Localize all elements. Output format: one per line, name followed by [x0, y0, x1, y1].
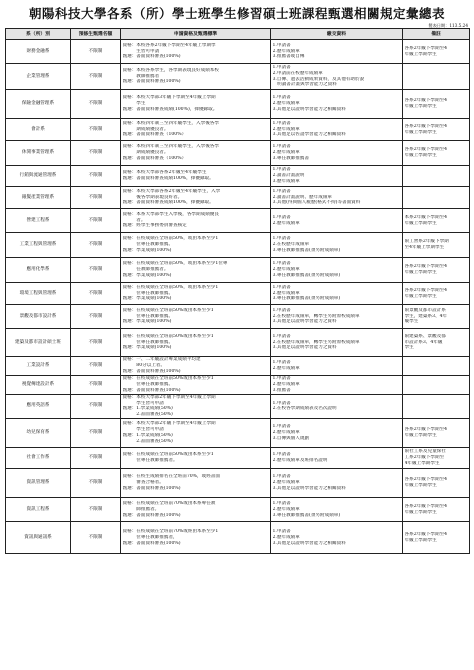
notes-cell	[403, 357, 470, 376]
criteria-line: 甄選：學業成績(100%)	[122, 345, 172, 351]
note-line: 年級上學期學生	[404, 433, 437, 439]
note-line: 4年級上學期學生	[404, 461, 440, 467]
criteria-line: 資格：在校成績在全班前70%或由本系專任教	[122, 500, 216, 506]
criteria-cell	[121, 522, 271, 554]
criteria-line: 位專任教師推薦。	[122, 313, 174, 319]
docs-cell	[271, 64, 403, 90]
dept-cell: 銀髮產業管理系	[6, 187, 71, 209]
criteria-line: 甄選：1.學業成績(50%)	[122, 433, 173, 439]
criteria-cell	[121, 258, 271, 283]
docs-line: 2.歷年成績單	[272, 267, 300, 273]
dept-cell: 資訊工程系	[6, 498, 71, 522]
criteria-line: 甄選：學業成績(100%)	[122, 247, 172, 253]
limit-cell: 不限制	[71, 283, 121, 305]
dept-cell: 保險金融管理系	[6, 90, 71, 119]
dept-cell: 行銷與流通管理系	[6, 166, 71, 187]
table-row	[6, 357, 470, 376]
note-line: 各系2年級下學期至4	[404, 264, 448, 270]
dept-cell: 工業工程與管理系	[6, 233, 71, 258]
docs-line: 1.申請書	[272, 500, 291, 506]
note-line: 年級上學期學生	[404, 293, 437, 299]
docs-line: 1.申請書	[272, 333, 291, 339]
criteria-line: 甄選：書面資料審查成績100%，擇優錄取。	[122, 200, 214, 206]
note-line: 各系2年級下學期至4	[404, 503, 448, 509]
criteria-line: 甄選：書面資料審查(100%)	[122, 486, 181, 492]
criteria-line: 資格：本校四年制三至四年級學生，入學後各學	[122, 120, 219, 126]
docs-line: 1.申請書	[272, 42, 291, 48]
docs-line: 2.在校歷年成績單，轉學生另附原校成績單	[272, 339, 360, 345]
criteria-line: 甄選：書面資料審查成績100%，擇優錄取。	[122, 176, 214, 181]
limit-cell: 不限制	[71, 498, 121, 522]
docs-cell	[271, 119, 403, 141]
docs-line: 1.申請書	[272, 261, 291, 267]
criteria-line: 甄選：書面資料審查成績(100%)，擇優錄取。	[122, 106, 218, 112]
docs-line: 1.申請書	[272, 359, 291, 365]
docs-line: 2.在校歷年成績單，轉學生另附原校成績單	[272, 313, 360, 319]
limit-cell: 不限制	[71, 394, 121, 419]
criteria-line: 位專任教師推薦。	[122, 381, 174, 387]
criteria-cell	[121, 329, 271, 357]
table-row	[6, 187, 470, 209]
note-line: 年級上學期學生	[404, 129, 437, 135]
note-line: 各系2年級下學期至4	[404, 427, 448, 433]
notes-cell	[403, 469, 470, 498]
note-line: 級學生	[404, 319, 419, 325]
table-body	[6, 40, 470, 554]
limit-cell: 不限制	[71, 187, 121, 209]
limit-cell: 不限制	[71, 40, 121, 64]
dept-cell: 企業管理系	[6, 64, 71, 90]
criteria-line: 期成績優良者。	[122, 150, 169, 156]
dept-cell: 視覺傳達設計系	[6, 375, 71, 394]
criteria-line: 甄選：書面資料審查(100%)	[122, 79, 181, 85]
criteria-line: 位專任教師推薦。	[122, 290, 174, 296]
docs-line: 3.專任教師推薦書(須另附成績單)	[272, 247, 341, 253]
criteria-cell	[121, 375, 271, 394]
criteria-line: 甄選：學業成績(100%)	[122, 272, 172, 278]
notes-cell	[403, 498, 470, 522]
docs-line: 3.其他足以證明學習能力之相關資料	[272, 106, 346, 112]
docs-cell	[271, 209, 403, 233]
docs-line: 1.申請書	[272, 375, 291, 381]
note-line: 學生	[404, 345, 414, 351]
note-line: 年級上學期學生	[404, 270, 437, 275]
limit-cell: 不限制	[71, 119, 121, 141]
docs-line: 3.其他足以證明學習能力之資料	[272, 345, 337, 351]
criteria-line: 資格：在校成績在全班前50%，或由本系至少1	[122, 236, 219, 242]
notes-cell	[403, 522, 470, 554]
docs-line: 3.其他足以佐證學習能力之相關資料	[272, 132, 346, 138]
docs-line: 3.其他足以證明學習能力之資料	[272, 319, 337, 325]
docs-cell	[271, 90, 403, 119]
docs-line: 2.讀書計畫說明	[272, 173, 305, 179]
criteria-cell	[121, 187, 271, 209]
limit-cell: 不限制	[71, 329, 121, 357]
table-row	[6, 419, 470, 448]
docs-line: 1.申請書	[272, 64, 291, 70]
note-line: 各系2年級下學期至4	[404, 531, 448, 537]
column-header-notes: 備註	[403, 29, 470, 40]
docs-line: 1.申請書	[272, 307, 291, 313]
dept-cell: 工業設計系	[6, 357, 71, 376]
note-line: 工系2年級下學期至	[404, 455, 445, 461]
docs-line: 3.專任教師推薦書	[272, 155, 310, 161]
note-line: 本系2年級下學期至4	[404, 214, 448, 220]
note-line: 限建築系、景觀及都	[404, 333, 446, 339]
criteria-line: 甄選：學業成績(100%)	[122, 296, 172, 302]
criteria-cell	[121, 283, 271, 305]
note-line: 年級上學期學生	[404, 509, 437, 515]
table-row	[6, 329, 470, 357]
note-line: 年級上學期學生	[404, 104, 437, 109]
note-line: 學生，建築系3、4年	[404, 313, 448, 319]
docs-line: 3.其他足以證明學習能力之相關資料	[272, 540, 346, 546]
criteria-line: 資格：在校生成績排名在全班前70%，或經書面	[122, 474, 220, 480]
notes-cell	[403, 209, 470, 233]
table-row	[6, 141, 470, 166]
criteria-line: 位專任教師推薦者，	[122, 534, 178, 540]
criteria-cell	[121, 166, 271, 187]
table-row	[6, 498, 470, 522]
criteria-line: 資格：本校各系學生，各學期表現良好成績本校	[122, 67, 219, 73]
criteria-line: 甄選：書面資料審查(100%)	[122, 54, 181, 60]
note-line: 市設計系3、4年級	[404, 339, 443, 345]
notes-cell	[403, 119, 470, 141]
docs-line: 2.歷年成績單	[272, 534, 300, 540]
docs-cell	[271, 141, 403, 166]
docs-line: 1.申請書	[272, 528, 291, 534]
docs-line: 3.推薦書或自傳	[272, 54, 305, 60]
notes-cell	[403, 283, 470, 305]
criteria-line: 資格：本系大學部學生入學後，各學期成績優良	[122, 211, 219, 217]
limit-cell: 不限制	[71, 258, 121, 283]
criteria-line: 者。	[122, 217, 146, 223]
criteria-line: 資格：在校成績在全班前70%或經由本系至少1	[122, 528, 219, 534]
dept-cell: 環境工程與管理系	[6, 283, 71, 305]
docs-line: 2.歷年成績單	[272, 126, 300, 132]
criteria-line: 位專任教師推薦。	[122, 242, 174, 248]
criteria-line: 後各學期表現良好者。	[122, 194, 183, 200]
note-line: 各系2年級下學期至4	[404, 147, 448, 153]
limit-cell: 不限制	[71, 233, 121, 258]
table-row	[6, 375, 470, 394]
docs-cell	[271, 283, 403, 305]
docs-line: 3.歷年成績單	[272, 178, 300, 184]
table-row	[6, 119, 470, 141]
docs-line: 3.專任教師推薦書(須另附成績單)	[272, 296, 341, 302]
criteria-cell	[121, 305, 271, 329]
docs-line: 2.歷年成績單	[272, 290, 300, 296]
table-row	[6, 209, 470, 233]
criteria-line: 甄選：書面資料審查（100%）	[122, 132, 187, 138]
note-line: 年級上學期學生	[404, 153, 437, 158]
criteria-cell	[121, 233, 271, 258]
notes-cell	[403, 40, 470, 64]
criteria-line: 生皆可申請	[122, 48, 160, 54]
criteria-line: 資格：在校成績在全班前50%，或由本系至少1位專	[122, 261, 228, 267]
dept-cell: 幼兒保育系	[6, 419, 71, 448]
criteria-line: 任教師推薦者。	[122, 267, 169, 273]
docs-line: 3.其他(得與個人履歷(格式不拘)等書面資料	[272, 200, 361, 206]
docs-cell	[271, 329, 403, 357]
docs-cell	[271, 469, 403, 498]
criteria-line: 資格：本校大學部2年級下學期至4年級上學期	[122, 421, 216, 427]
limit-cell: 不限制	[71, 522, 121, 554]
docs-line: 1.申請書	[272, 284, 291, 290]
table-row	[6, 258, 470, 283]
docs-line: 1.申請書	[272, 400, 291, 406]
criteria-line: 甄選：書面資料審查(100%)	[122, 540, 181, 546]
dept-cell: 應用英語系	[6, 394, 71, 419]
criteria-line: 位專任教師推薦。	[122, 339, 174, 345]
note-line: 各系2年級下學期至4	[404, 287, 448, 293]
note-line: 限社工系及兒童保社	[404, 449, 446, 455]
column-header-limit: 預修生甄選名額	[71, 29, 121, 40]
dept-cell: 資訊與通訊系	[6, 522, 71, 554]
note-line: 各系2年級下學期至4	[404, 98, 448, 104]
docs-cell	[271, 419, 403, 448]
criteria-cell	[121, 90, 271, 119]
criteria-line: 甄選：1.學業成績(50%)	[122, 406, 173, 412]
column-header-criteria: 申請資格及甄選標準	[121, 29, 271, 40]
docs-line: 1.申請書	[272, 95, 291, 101]
table-row	[6, 64, 470, 90]
docs-line: 3.推薦書	[272, 387, 291, 393]
docs-line: 3.其他足以證明學習能力之相關資料	[272, 486, 346, 492]
docs-cell	[271, 375, 403, 394]
docs-line: 2.歷年成績單	[272, 101, 300, 107]
criteria-line: 資格：本校大學部各系2年級至4年級學生，入學	[122, 188, 221, 194]
criteria-line: 資格：在校成績在全班前50%或由本系至少1	[122, 375, 214, 381]
criteria-line: 教師推薦者	[122, 73, 160, 79]
dept-cell: 景觀及都市設計系	[6, 305, 71, 329]
criteria-line: 位專任教師推薦者。	[122, 458, 178, 464]
criteria-line: 資格：在校成績在全班前50%，或由本系至少1	[122, 284, 219, 290]
criteria-line: 學生	[122, 101, 146, 107]
criteria-line: 甄選：書面資料審查(100%)	[122, 512, 181, 518]
docs-line: 2.歷年成績單	[272, 48, 300, 54]
notes-cell	[403, 375, 470, 394]
limit-cell: 不限制	[71, 357, 121, 376]
note-line: 年級上學期學生	[404, 537, 437, 543]
criteria-cell	[121, 394, 271, 419]
table-row	[6, 283, 470, 305]
dept-cell: 營建工程系	[6, 209, 71, 233]
docs-cell	[271, 187, 403, 209]
limit-cell: 不限制	[71, 90, 121, 119]
criteria-line: 甄選：學業成績(100%)	[122, 319, 172, 325]
docs-cell	[271, 258, 403, 283]
docs-line: 2.歷年成績單	[272, 381, 300, 387]
docs-line: 1.申請書	[272, 214, 291, 220]
docs-line: 2.在校各學期成績表及名次證明	[272, 406, 337, 412]
column-header-docs: 繳交資料	[271, 29, 403, 40]
criteria-cell	[121, 448, 271, 469]
docs-line: 2.在校歷年成績單	[272, 242, 310, 248]
table-header-row	[6, 29, 470, 40]
criteria-line: 資格：本校大學部3年級下學期至4年級上學期	[122, 95, 216, 101]
criteria-line: 資格：本校大學部各系2年級至4年級學生	[122, 170, 207, 176]
note-line: 年級上學期學生	[404, 220, 437, 226]
criteria-line: 2.書面審查(50%)	[122, 439, 173, 444]
criteria-cell	[121, 141, 271, 166]
docs-cell	[271, 394, 403, 419]
criteria-cell	[121, 357, 271, 376]
docs-line: 2.歷年成績單	[272, 506, 300, 512]
criteria-cell	[121, 40, 271, 64]
notes-cell	[403, 90, 470, 119]
docs-cell	[271, 305, 403, 329]
limit-cell: 不限制	[71, 141, 121, 166]
docs-line: 1.申請書	[272, 424, 291, 430]
docs-line: 1.申請書	[272, 120, 291, 126]
docs-line: 3.專任教師推薦書(須另附成績單)	[272, 512, 341, 518]
requirements-table	[5, 28, 470, 554]
docs-cell	[271, 498, 403, 522]
limit-cell: 不限制	[71, 166, 121, 187]
notes-cell	[403, 233, 470, 258]
limit-cell: 不限制	[71, 419, 121, 448]
criteria-cell	[121, 498, 271, 522]
criteria-line: 師推薦者。	[122, 506, 160, 512]
criteria-cell	[121, 209, 271, 233]
dept-cell: 建築及都市設計碩士班	[6, 329, 71, 357]
docs-line: 2.歷年成績單	[272, 365, 300, 371]
column-header-dept: 系（所）別	[6, 29, 71, 40]
dept-cell: 會計系	[6, 119, 71, 141]
limit-cell: 不限制	[71, 448, 121, 469]
criteria-line: 資格：在校成績在全班前50%或由本系至少1	[122, 333, 214, 339]
table-row	[6, 448, 470, 469]
notes-cell	[403, 258, 470, 283]
criteria-line: 學生皆可申請	[122, 427, 164, 433]
docs-line: 2.歷年成績單	[272, 150, 300, 156]
criteria-line: 甄選：經學生事務委員審查核定	[122, 223, 187, 229]
docs-line: 2.讀書計畫說明、歷年成績單	[272, 194, 333, 200]
docs-line: 明讀書計畫與學習能力之資料	[272, 82, 337, 88]
criteria-cell	[121, 419, 271, 448]
table-date: 製表日期：113.5.24	[428, 23, 468, 28]
docs-line: 1.申請書	[272, 236, 291, 242]
criteria-line: 甄選：書面資料審查(100%)	[122, 368, 181, 374]
limit-cell: 不限制	[71, 469, 121, 498]
notes-cell	[403, 166, 470, 187]
docs-cell	[271, 357, 403, 376]
dept-cell: 應用化學系	[6, 258, 71, 283]
dept-cell: 社會工作系	[6, 448, 71, 469]
notes-cell	[403, 448, 470, 469]
limit-cell: 不限制	[71, 64, 121, 90]
docs-line: 2.歷年成績單	[272, 220, 300, 226]
criteria-line: 學生皆可申請	[122, 400, 164, 406]
docs-line: 2.歷年成績單及班排名證明	[272, 458, 328, 464]
notes-cell	[403, 141, 470, 166]
criteria-line: 2.書面審查(50%)	[122, 412, 173, 418]
limit-cell: 不限制	[71, 375, 121, 394]
criteria-line: 資格：本校四年制三至四年級學生，入學後各學	[122, 144, 219, 150]
table-row	[6, 166, 470, 187]
docs-line: 1.申請書	[272, 167, 291, 173]
table-row	[6, 233, 470, 258]
limit-cell: 不限制	[71, 209, 121, 233]
table-row	[6, 522, 470, 554]
notes-cell	[403, 394, 470, 419]
docs-line: 1.申請書	[272, 474, 291, 480]
docs-line: 1.申請書	[272, 452, 291, 458]
table-row	[6, 40, 470, 64]
docs-line: 2.歷年成績單	[272, 480, 300, 486]
dept-cell: 休閒事業管理系	[6, 141, 71, 166]
criteria-line: 甄選：書面資料審查（100%）	[122, 155, 187, 161]
notes-cell	[403, 305, 470, 329]
notes-cell	[403, 64, 470, 90]
table-row	[6, 305, 470, 329]
note-line: 限工營系2年級下學期	[404, 239, 449, 245]
note-line: 限景觀及都市設計系	[404, 307, 446, 313]
notes-cell	[403, 329, 470, 357]
criteria-line: 資格：在校成績在全班前50%或由本系至少1	[122, 307, 214, 313]
docs-cell	[271, 233, 403, 258]
docs-cell	[271, 166, 403, 187]
notes-cell	[403, 419, 470, 448]
docs-cell	[271, 522, 403, 554]
table-row	[6, 394, 470, 419]
criteria-line: 資格：在校成績在全班前50%或由本系至少1	[122, 452, 214, 458]
table-row	[6, 90, 470, 119]
docs-line: 3.自傳與個人規劃	[272, 436, 310, 442]
criteria-line: 審查合格者。	[122, 480, 164, 486]
dept-cell: 資訊管理系	[6, 469, 71, 498]
criteria-line: 資格：本校大學部2年級下學期至4年級上學期	[122, 394, 216, 400]
criteria-line: 期成績優良者。	[122, 126, 169, 132]
docs-line: 3.自傳、過去活動成果資料，及其他有助於說	[272, 76, 365, 82]
docs-line: 2.申請前在校歷年成績單	[272, 70, 323, 76]
docs-line: 2.歷年成績單	[272, 430, 300, 436]
criteria-line: 80分以上者。	[122, 362, 166, 368]
note-line: 各系2年級下學期至4	[404, 477, 448, 483]
table-row	[6, 469, 470, 498]
notes-cell	[403, 187, 470, 209]
criteria-line: 資格：一、二年級設計專業成績平均達	[122, 357, 201, 362]
docs-line: 1.申請書	[272, 144, 291, 150]
limit-cell: 不限制	[71, 305, 121, 329]
docs-line: 3.專任教師推薦書(須另附成績單)	[272, 272, 341, 278]
note-line: 年級上學期學生	[404, 51, 437, 57]
criteria-cell	[121, 64, 271, 90]
criteria-cell	[121, 469, 271, 498]
criteria-line: 資格：本校各系2年級下學期至4年級上學期學	[122, 42, 216, 48]
note-line: 各系2年級下學期至4	[404, 123, 448, 129]
docs-line: 1.申請書	[272, 188, 291, 194]
note-line: 各系2年級下學期至4	[404, 45, 448, 51]
docs-cell	[271, 448, 403, 469]
note-line: 至4年級上學期學生	[404, 245, 445, 250]
docs-cell	[271, 40, 403, 64]
note-line: 年級上學期學生	[404, 483, 437, 489]
criteria-cell	[121, 119, 271, 141]
criteria-line: 甄選：書面資料審查(100%)	[122, 387, 181, 393]
dept-cell: 財務金融系	[6, 40, 71, 64]
page-title: 朝陽科技大學各系（所）學士班學生修習碩士班課程甄選相關規定彙總表	[28, 6, 445, 21]
